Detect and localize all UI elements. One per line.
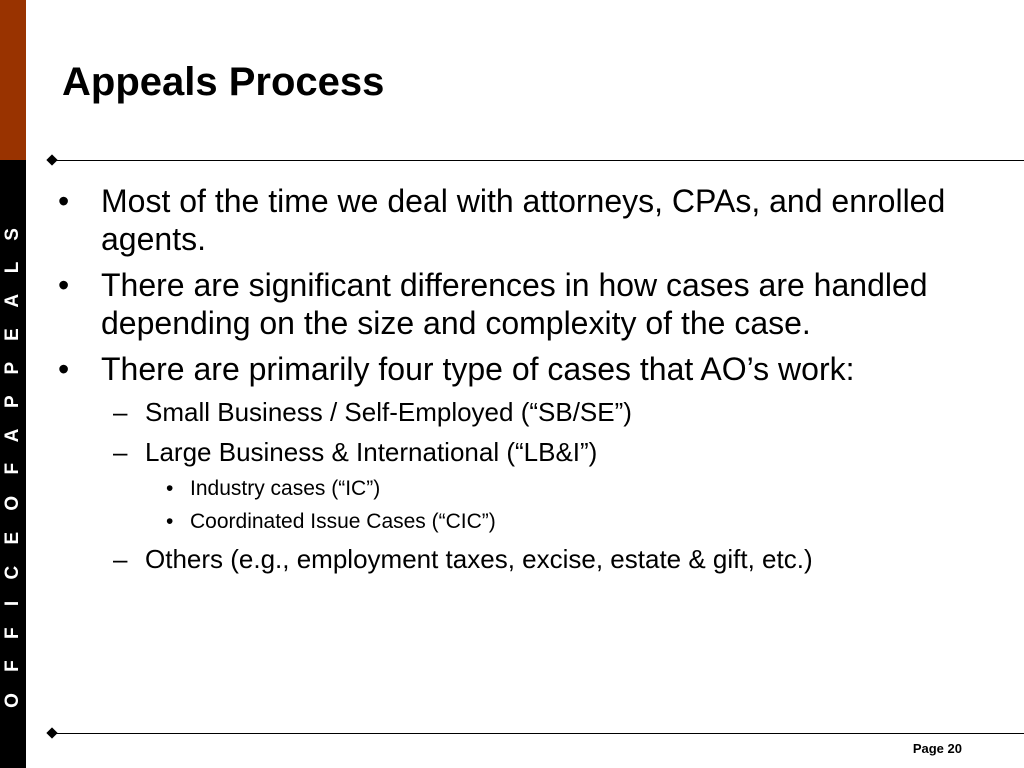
- sub-sub-bullet-text: Industry cases (“IC”): [190, 477, 381, 500]
- top-divider: [52, 160, 1024, 161]
- bullet-icon: •: [166, 510, 174, 533]
- sub-sub-list-item: [58, 509, 998, 535]
- bullet-icon: •: [166, 477, 174, 500]
- sidebar-accent-block: [0, 0, 26, 160]
- list-item: [58, 182, 998, 258]
- bullet-icon: •: [58, 267, 70, 303]
- sub-list-item: [58, 396, 998, 428]
- sub-bullet-text: Small Business / Self-Employed (“SB/SE”): [145, 397, 632, 427]
- sub-bullet-text: Others (e.g., employment taxes, excise, estate & gift, etc.): [145, 544, 813, 574]
- sub-sub-bullet-text: Coordinated Issue Cases (“CIC”): [190, 510, 496, 533]
- bottom-divider: [52, 733, 1024, 734]
- sub-list-item: [58, 436, 998, 468]
- dash-icon: –: [113, 397, 128, 427]
- dash-icon: –: [113, 544, 128, 574]
- bullet-icon: •: [58, 351, 70, 387]
- bullet-text: There are primarily four type of cases that AO’s work:: [101, 351, 855, 387]
- sidebar-label-wrap: [0, 160, 26, 768]
- diamond-icon: [46, 727, 57, 738]
- bullet-list: [58, 182, 998, 583]
- dash-icon: –: [113, 437, 128, 467]
- list-item: [58, 266, 998, 342]
- sub-list-item: [58, 543, 998, 575]
- bullet-icon: •: [58, 183, 70, 219]
- bullet-text: There are significant differences in how cases are handled depending on the size and complexity of the case.: [101, 267, 928, 341]
- sub-bullet-text: Large Business & International (“LB&I”): [145, 437, 598, 467]
- sub-sub-list-item: [58, 476, 998, 502]
- page-number: Page 20: [912, 741, 962, 756]
- list-item: [58, 350, 998, 388]
- slide-title: Appeals Process: [62, 60, 385, 104]
- diamond-icon: [46, 154, 57, 165]
- bullet-text: Most of the time we deal with attorneys, CPAs, and enrolled agents.: [101, 183, 946, 257]
- sidebar-label: O F F I C E O F A P P E A L S: [2, 220, 23, 708]
